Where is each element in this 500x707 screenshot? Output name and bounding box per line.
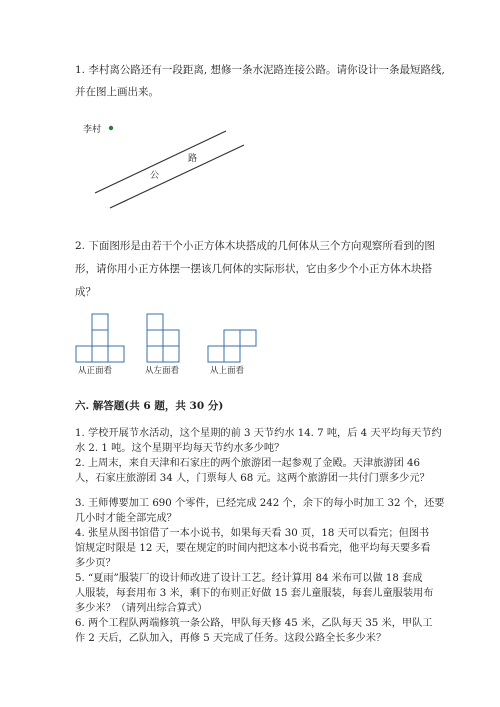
village-label: 李村: [83, 125, 102, 135]
problem-line: 几小时才能全部完成？: [75, 513, 177, 524]
problem-line: 5. “夏雨”服装厂的设计师改进了设计工艺。经计算用 84 米布可以做 18 套成: [75, 573, 423, 584]
section-title: 六. 解答题(共 6 题，共 30 分): [75, 400, 224, 412]
problem-line: 3. 王师傅要加工 690 个零件，已经完成 242 个，余下的每小时加工 32 个，还要: [75, 498, 445, 509]
problem-line: 1. 学校开展节水活动，这个星期的前 3 天节约水 14. 7 吨，后 4 天平均每天节约: [75, 428, 442, 439]
q2-text-line2: 形，请你用小正方体摆一摆该几何体的实际形状，它由多少个小正方体木块搭: [75, 263, 432, 275]
village-dot: [109, 126, 113, 130]
problem-line: 2. 上周末，来自天津和石家庄的两个旅游团一起参观了金殿。天津旅游团 46: [75, 458, 420, 469]
front-view-caption: 从正面看: [78, 366, 113, 376]
problem-line: 人服装，每套用布 3 米，剩下的布则正好做 15 套儿童服装，每套儿童服装用布: [75, 588, 434, 599]
top-view-grid: [208, 330, 256, 362]
problem-line: 作 2 天后，乙队加入，再修 5 天完成了任务。这段公路全长多少米？: [75, 633, 387, 644]
road-char-1: 公: [150, 171, 160, 181]
problem-line: 6. 两个工程队两端修筑一条公路，甲队每天修 45 米，乙队每天 35 米，甲队工: [75, 618, 433, 629]
problem-line: 多少页？: [75, 558, 116, 569]
top-view-caption: 从上面看: [210, 366, 245, 376]
q1-text-line1: 1. 李村离公路还有一段距离, 想修一条水泥路连接公路。请你设计一条最短路线,: [75, 64, 445, 76]
problem-line: 4. 张星从图书馆借了一本小说书，如果每天看 30 页，18 天可以看完；但图书: [75, 528, 430, 539]
q1-text-line2: 并在图上画出来。: [75, 86, 159, 98]
problem-line: 馆规定时限是 12 天，要在规定的时间内把这本小说书看完，他平均每天要多看: [75, 543, 431, 554]
left-view-grid: [147, 314, 179, 362]
front-view-grid: [76, 314, 124, 362]
problem-line: 多少米？（请列出综合算式）: [75, 603, 208, 614]
q2-text-line3: 成？: [75, 286, 96, 298]
left-view-caption: 从左面看: [145, 366, 180, 376]
road-char-2: 路: [188, 154, 198, 164]
problem-line: 人，石家庄旅游团 34 人，门票每人 68 元。这两个旅游团一共付门票多少元？: [75, 473, 430, 484]
problem-line: 水 2. 1 吨。这个星期平均每天节约水多少吨？: [75, 443, 285, 454]
q2-text-line1: 2. 下面图形是由若干个小正方体木块搭成的几何体从三个方向观察所看到的图: [75, 240, 435, 252]
